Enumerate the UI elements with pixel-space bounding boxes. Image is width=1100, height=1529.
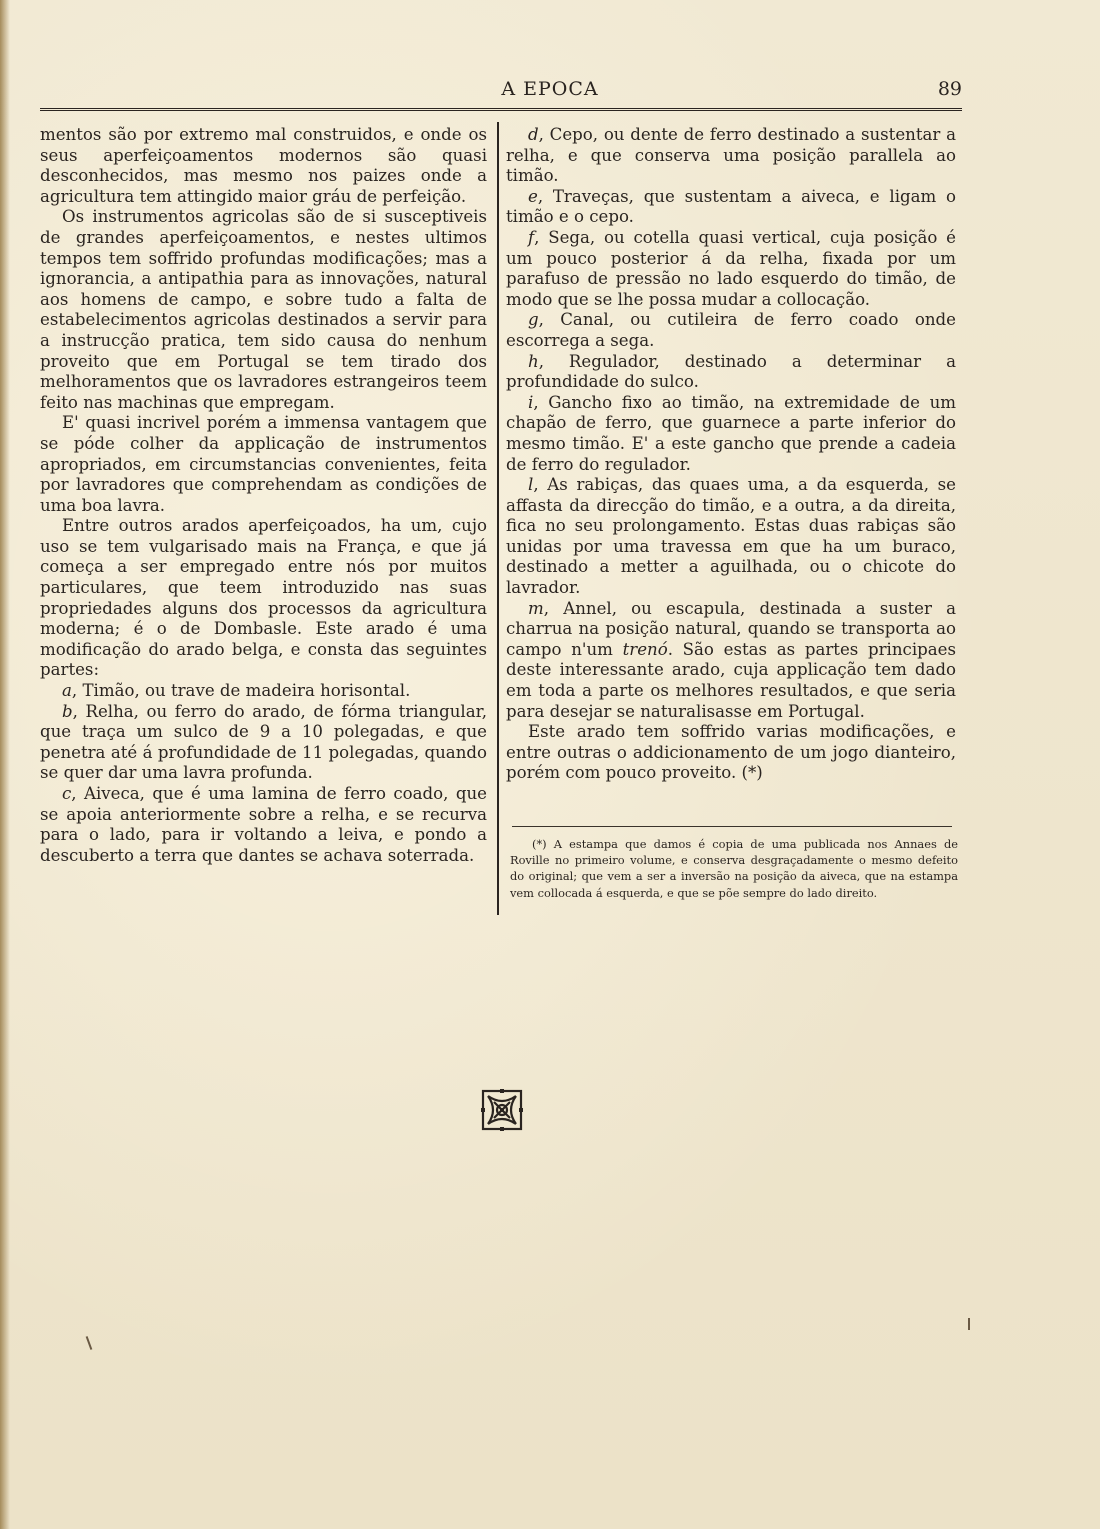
paragraph [506, 475, 956, 599]
paragraph-text: , Sega, ou cotella quasi vertical, cuja posição é um pouco posterior á da relha, fixada por um parafuso de pressão no lado esquerdo do timão, de modo que se lhe possa mudar a collocação. [506, 227, 956, 309]
footnote-rule [512, 826, 952, 827]
italic-text: i [528, 392, 534, 412]
paragraph-text: Os instrumentos agricolas são de si susceptiveis de grandes aperfeiçoamentos, e nestes ultimos tempos tem soffrido profundas modificações; mas a ignorancia, a antipathia para as innovações, natural aos homens de campo, e sobre tudo a falta de estabelecimentos agricolas destinados a servir para a instrucção pratica, tem sido causa do nenhum proveito que em Portugal se tem tirado dos melhoramentos que os lavradores estrangeiros teem feito nas machinas que empregam. [40, 207, 487, 412]
paragraph-text: , Annel, ou escapula, destinada a suster a charrua na posição natural, quando se transporta ao campo n'um [506, 598, 956, 659]
italic-text: g [528, 310, 539, 330]
header-rule [40, 108, 962, 111]
italic-text: c [62, 784, 72, 803]
italic-text: f [528, 227, 535, 247]
italic-text: trenó [622, 639, 668, 659]
paragraph-text: mentos são por extremo mal construidos, e onde os seus aperfeiçoamentos modernos são quasi desconhecidos, mas mesmo nos paizes onde a agricultura tem attingido maior gráu de perfeição. [40, 125, 487, 206]
paragraph-text: , Canal, ou cutileira de ferro coado onde escorrega a sega. [506, 310, 956, 350]
paragraph [40, 413, 487, 516]
right-column [506, 125, 956, 784]
page-number: 89 [937, 78, 962, 100]
paragraph [506, 228, 956, 310]
paragraph [506, 352, 956, 393]
footnote [510, 836, 958, 901]
paragraph-text: , Gancho fixo ao timão, na extremidade de um chapão de ferro, que guarnece a parte inferior do mesmo timão. E' a este gancho que prende a cadeia de ferro do regulador. [506, 392, 956, 474]
paragraph-text: Este arado tem soffrido varias modificações, e entre outras o addicionamento de um jogo dianteiro, porém com pouco proveito. (*) [506, 722, 956, 783]
page-header-title: A EPOCA [501, 78, 599, 100]
paragraph-text: , Cepo, ou dente de ferro destinado a sustentar a relha, e que conserva uma posição parallela ao timão. [506, 125, 956, 186]
paragraph [506, 393, 956, 475]
paragraph [40, 125, 487, 207]
paragraph [506, 722, 956, 784]
paragraph-text: Entre outros arados aperfeiçoados, ha um, cujo uso se tem vulgarisado mais na França, e que já começa a ser empregado entre nós por muitos particulares, que teem introduzido nas suas propriedades alguns dos processos da agricultura moderna; é o de Dombasle. Este arado é uma modificação do arado belga, e consta das seguintes partes: [40, 516, 487, 680]
paragraph-text: , Relha, ou ferro do arado, de fórma triangular, que traça um sulco de 9 a 10 polegadas, e que penetra até á profundidade de 11 polegadas, quando se quer dar uma lavra profunda. [40, 701, 487, 783]
footnote-text: (*) A estampa que damos é copia de uma publicada nos Annaes de Roville no primeiro volume, e conserva desgraçadamente o mesmo defeito do original; que vem a ser a inversão na posição da aiveca, que na estampa vem collocada á esquerda, e que se põe sempre do lado direito. [510, 837, 958, 900]
italic-text: b [62, 701, 73, 721]
paragraph [40, 702, 487, 784]
paragraph-text: , Aiveca, que é uma lamina de ferro coado, que se apoia anteriormente sobre a relha, e se recurva para o lado, para ir voltando a leiva, e pondo a descuberto a terra que dantes se achava soterrada. [40, 784, 487, 865]
italic-text: l [528, 475, 534, 495]
left-column [40, 125, 487, 866]
stray-ink-mark [968, 1318, 970, 1330]
paragraph [506, 187, 956, 228]
italic-text: d [528, 125, 539, 144]
paragraph [506, 125, 956, 187]
italic-text: m [528, 598, 544, 618]
paragraph [40, 207, 487, 413]
italic-text: e [528, 186, 538, 206]
italic-text: h [528, 351, 539, 371]
paragraph [40, 681, 487, 702]
paragraph [40, 516, 487, 681]
paragraph [40, 784, 487, 866]
italic-text: a [62, 681, 72, 701]
paragraph [506, 599, 956, 723]
page-edge-shadow [0, 0, 10, 1529]
paragraph-text: . São estas as partes principaes deste interessante arado, cuja applicação tem dado em toda a parte os melhores resultados, e que seria para desejar se naturalisasse em Portugal. [506, 639, 956, 721]
paragraph-text: , As rabiças, das quaes uma, a da esquerda, se affasta da direcção do timão, e a outra, a da direita, fica no seu prolongamento. Estas duas rabiças são unidas por uma travessa em que ha um buraco, destinado a metter a aguilhada, ou o chicote do lavrador. [506, 475, 956, 598]
paragraph-text: , Regulador, destinado a determinar a profundidade do sulco. [506, 351, 956, 392]
paragraph-text: E' quasi incrivel porém a immensa vantagem que se póde colher da applicação de instrumentos apropriados, em circumstancias convenientes, feita por lavradores que comprehendam as condições de uma boa lavra. [40, 413, 487, 515]
stray-ink-mark [86, 1336, 93, 1350]
paragraph-text: , Traveças, que sustentam a aiveca, e ligam o timão e o cepo. [506, 186, 956, 227]
fleuron-ornament-icon [480, 1088, 524, 1132]
paragraph-text: , Timão, ou trave de madeira horisontal. [71, 681, 411, 701]
paragraph [506, 310, 956, 351]
column-divider [497, 122, 499, 915]
